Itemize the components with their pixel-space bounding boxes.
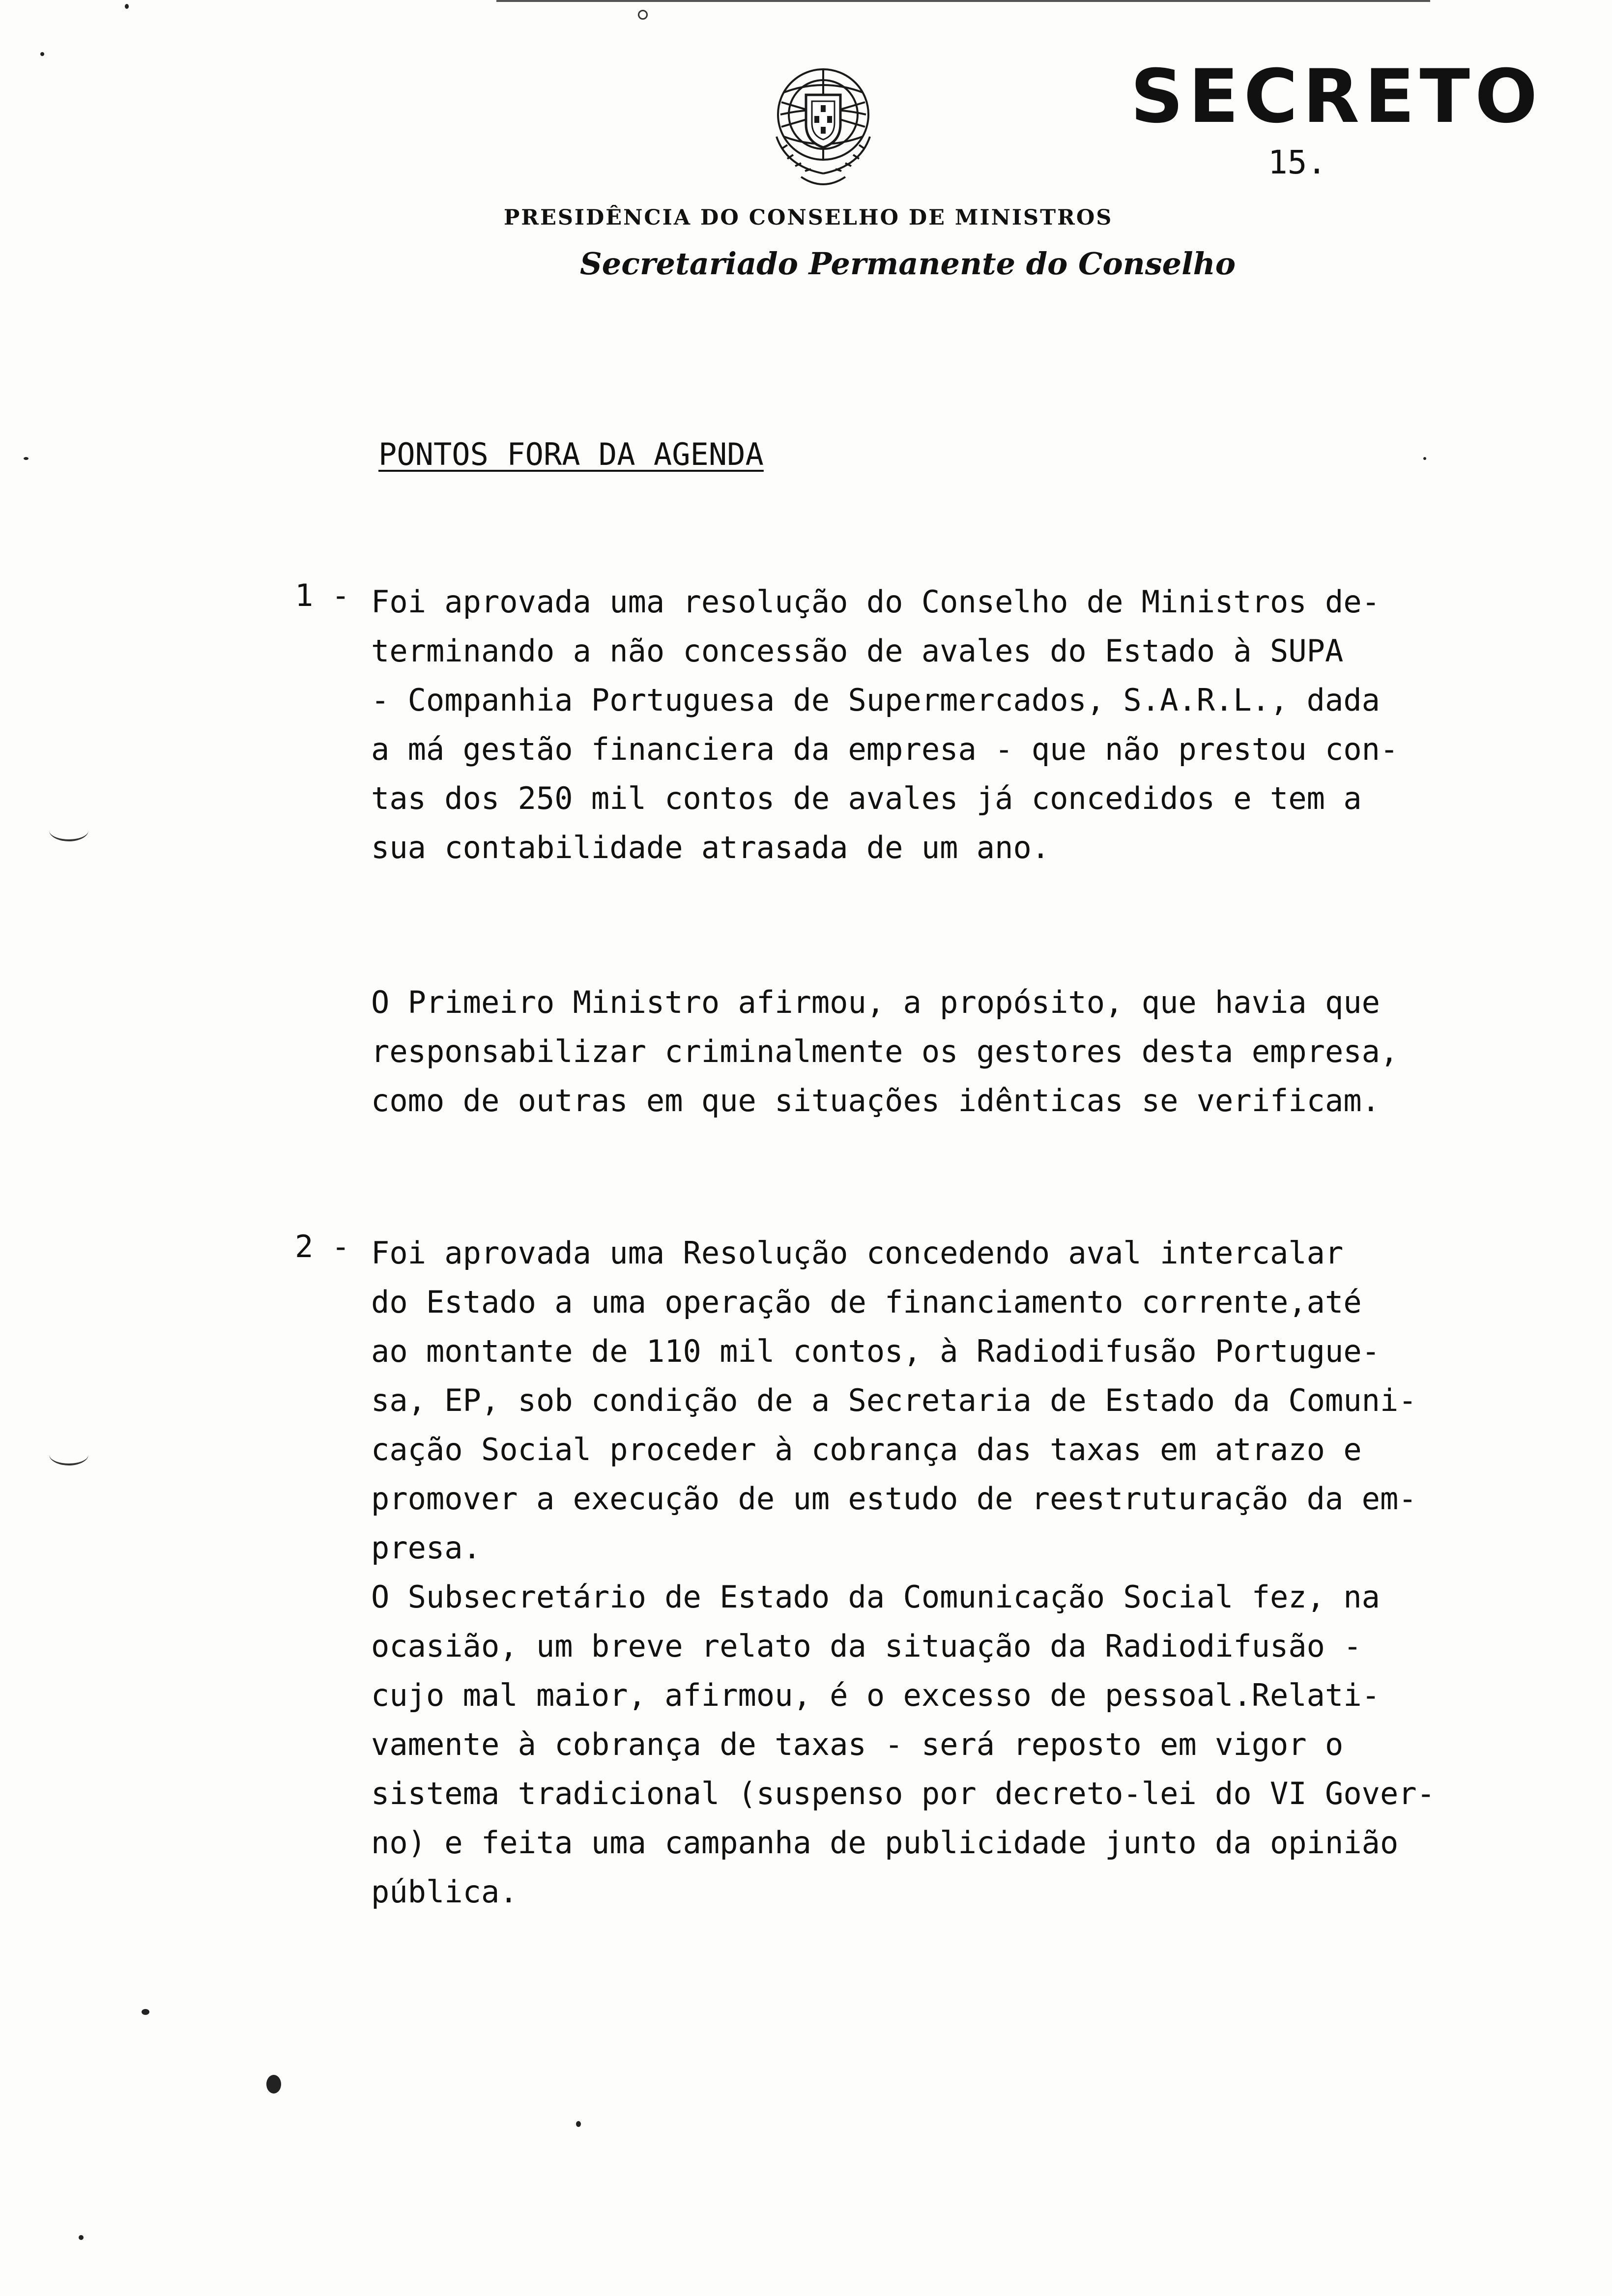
text-line: tas dos 250 mil contos de avales já concedidos e tem a [371, 780, 1362, 816]
text-line: Foi aprovada uma Resolução concedendo aval intercalar [371, 1235, 1344, 1271]
scan-mark-dot [142, 2009, 149, 2015]
scan-mark-circle [638, 10, 648, 20]
scan-top-rule [496, 0, 1430, 2]
scan-mark-dot [1423, 457, 1426, 460]
text-line: vamente à cobrança de taxas - será reposto em vigor o [371, 1726, 1344, 1762]
page-number: 15. [1268, 144, 1327, 181]
text-line: sa, EP, sob condição de a Secretaria de Estado da Comuni- [371, 1382, 1417, 1418]
text-line: promover a execução de um estudo de reestruturação da em- [371, 1481, 1417, 1517]
scan-mark-dot [266, 2075, 281, 2094]
text-line: terminando a não concessão de avales do Estado à SUPA [371, 633, 1344, 669]
letterhead-institution: PRESIDÊNCIA DO CONSELHO DE MINISTROS [504, 205, 1113, 230]
text-line: responsabilizar criminalmente os gestores desta empresa, [371, 1033, 1399, 1069]
letterhead-department: Secretariado Permanente do Conselho [580, 246, 1236, 282]
text-line: sua contabilidade atrasada de um ano. [371, 830, 1050, 865]
classification-stamp: SECRETO [1130, 54, 1543, 140]
text-line: cação Social proceder à cobrança das taxas em atrazo e [371, 1432, 1362, 1467]
text-line: O Subsecretário de Estado da Comunicação Social fez, na [371, 1579, 1380, 1615]
text-line: O Primeiro Ministro afirmou, a propósito, que havia que [371, 984, 1380, 1020]
text-line: Foi aprovada uma resolução do Conselho de Ministros de- [371, 584, 1380, 620]
text-line: do Estado a uma operação de financiamento corrente,até [371, 1284, 1362, 1320]
scan-mark-dot [24, 457, 29, 460]
scan-mark-bracket [49, 820, 88, 841]
text-line: ao montante de 110 mil contos, à Radiodifusão Portugue- [371, 1333, 1380, 1369]
item-number: 2 - [295, 1229, 350, 1264]
scan-mark-dot [576, 2121, 581, 2127]
coat-of-arms-emblem [767, 63, 880, 196]
text-line: - Companhia Portuguesa de Supermercados, S.A.R.L., dada [371, 682, 1380, 718]
text-line: presa. [371, 1530, 481, 1566]
text-line: cujo mal maior, afirmou, é o excesso de pessoal.Relati- [371, 1677, 1380, 1713]
item-1-paragraph-1 [371, 577, 1398, 872]
item-1-paragraph-2 [371, 978, 1398, 1125]
item-number: 1 - [295, 577, 350, 613]
scan-mark-dot [40, 52, 44, 56]
text-line: sistema tradicional (suspenso por decreto-lei do VI Gover- [371, 1776, 1435, 1811]
scan-mark-bracket [49, 1444, 88, 1465]
scan-mark-dot [79, 2235, 84, 2240]
item-2-paragraph-1 [371, 1229, 1435, 1917]
text-line: no) e feita uma campanha de publicidade junto da opinião [371, 1825, 1399, 1861]
text-line: como de outras em que situações idênticas se verificam. [371, 1083, 1380, 1119]
text-line: pública. [371, 1874, 518, 1910]
section-title: PONTOS FORA DA AGENDA [378, 436, 764, 472]
scan-mark-dot [125, 4, 129, 9]
text-line: ocasião, um breve relato da situação da Radiodifusão - [371, 1628, 1362, 1664]
text-line: a má gestão financiera da empresa - que não prestou con- [371, 731, 1399, 767]
